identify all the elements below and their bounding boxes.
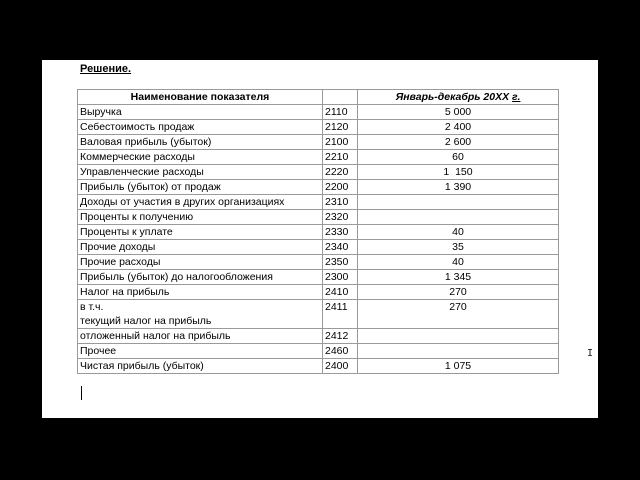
document-page[interactable] <box>42 60 598 418</box>
row-value: 35 <box>358 240 559 255</box>
row-code: 2460 <box>323 344 358 359</box>
row-value: 40 <box>358 225 559 240</box>
row-value <box>358 210 559 225</box>
row-code: 2310 <box>323 195 358 210</box>
table-row <box>78 255 559 270</box>
row-value <box>358 329 559 344</box>
header-period: Январь-декабрь 20ХХ г. <box>358 90 559 105</box>
row-name: Себестоимость продаж <box>78 120 323 135</box>
row-value: 2 400 <box>358 120 559 135</box>
row-name <box>78 300 323 329</box>
table-row <box>78 120 559 135</box>
row-name: Доходы от участия в других организациях <box>78 195 323 210</box>
row-name-line2: текущий налог на прибыль <box>80 315 212 327</box>
row-code: 2330 <box>323 225 358 240</box>
row-code: 2110 <box>323 105 358 120</box>
table-row <box>78 105 559 120</box>
row-name: Прочие доходы <box>78 240 323 255</box>
i-beam-cursor-icon: I <box>587 348 594 359</box>
table-row <box>78 180 559 195</box>
row-value <box>358 195 559 210</box>
row-value: 5 000 <box>358 105 559 120</box>
table-row <box>78 329 559 344</box>
row-code: 2210 <box>323 150 358 165</box>
row-name: Чистая прибыль (убыток) <box>78 359 323 374</box>
row-name: Проценты к уплате <box>78 225 323 240</box>
row-code: 2350 <box>323 255 358 270</box>
table-row <box>78 240 559 255</box>
text-caret <box>81 386 82 400</box>
table-row <box>78 150 559 165</box>
table-row <box>78 285 559 300</box>
row-name: Коммерческие расходы <box>78 150 323 165</box>
row-code: 2400 <box>323 359 358 374</box>
solution-heading: Решение. <box>80 63 132 75</box>
table-row <box>78 195 559 210</box>
row-value: 2 600 <box>358 135 559 150</box>
row-value: 270 <box>358 300 559 329</box>
row-name: Прибыль (убыток) от продаж <box>78 180 323 195</box>
row-value: 1 390 <box>358 180 559 195</box>
row-value: 1 150 <box>358 165 559 180</box>
row-name: отложенный налог на прибыль <box>78 329 323 344</box>
row-code: 2200 <box>323 180 358 195</box>
row-value: 40 <box>358 255 559 270</box>
financial-results-table <box>77 89 559 374</box>
row-code: 2411 <box>323 300 358 329</box>
row-name: Прочие расходы <box>78 255 323 270</box>
row-code: 2300 <box>323 270 358 285</box>
row-value: 1 075 <box>358 359 559 374</box>
header-code <box>323 90 358 105</box>
row-name: Проценты к получению <box>78 210 323 225</box>
row-code: 2220 <box>323 165 358 180</box>
table-header-row <box>78 90 559 105</box>
row-code: 2340 <box>323 240 358 255</box>
table-row <box>78 225 559 240</box>
row-code: 2412 <box>323 329 358 344</box>
row-value <box>358 344 559 359</box>
table-row <box>78 270 559 285</box>
row-code: 2410 <box>323 285 358 300</box>
row-value: 60 <box>358 150 559 165</box>
table-row <box>78 359 559 374</box>
table-row <box>78 300 559 329</box>
row-code: 2320 <box>323 210 358 225</box>
table-row <box>78 135 559 150</box>
row-name-line1: в т.ч. <box>80 301 104 313</box>
row-value: 1 345 <box>358 270 559 285</box>
row-name: Налог на прибыль <box>78 285 323 300</box>
table-row <box>78 165 559 180</box>
row-name: Управленческие расходы <box>78 165 323 180</box>
row-name: Выручка <box>78 105 323 120</box>
row-name: Прибыль (убыток) до налогообложения <box>78 270 323 285</box>
row-value: 270 <box>358 285 559 300</box>
row-code: 2100 <box>323 135 358 150</box>
header-indicator-name: Наименование показателя <box>78 90 323 105</box>
row-code: 2120 <box>323 120 358 135</box>
table-row <box>78 344 559 359</box>
table-row <box>78 210 559 225</box>
row-name: Валовая прибыль (убыток) <box>78 135 323 150</box>
row-name: Прочее <box>78 344 323 359</box>
